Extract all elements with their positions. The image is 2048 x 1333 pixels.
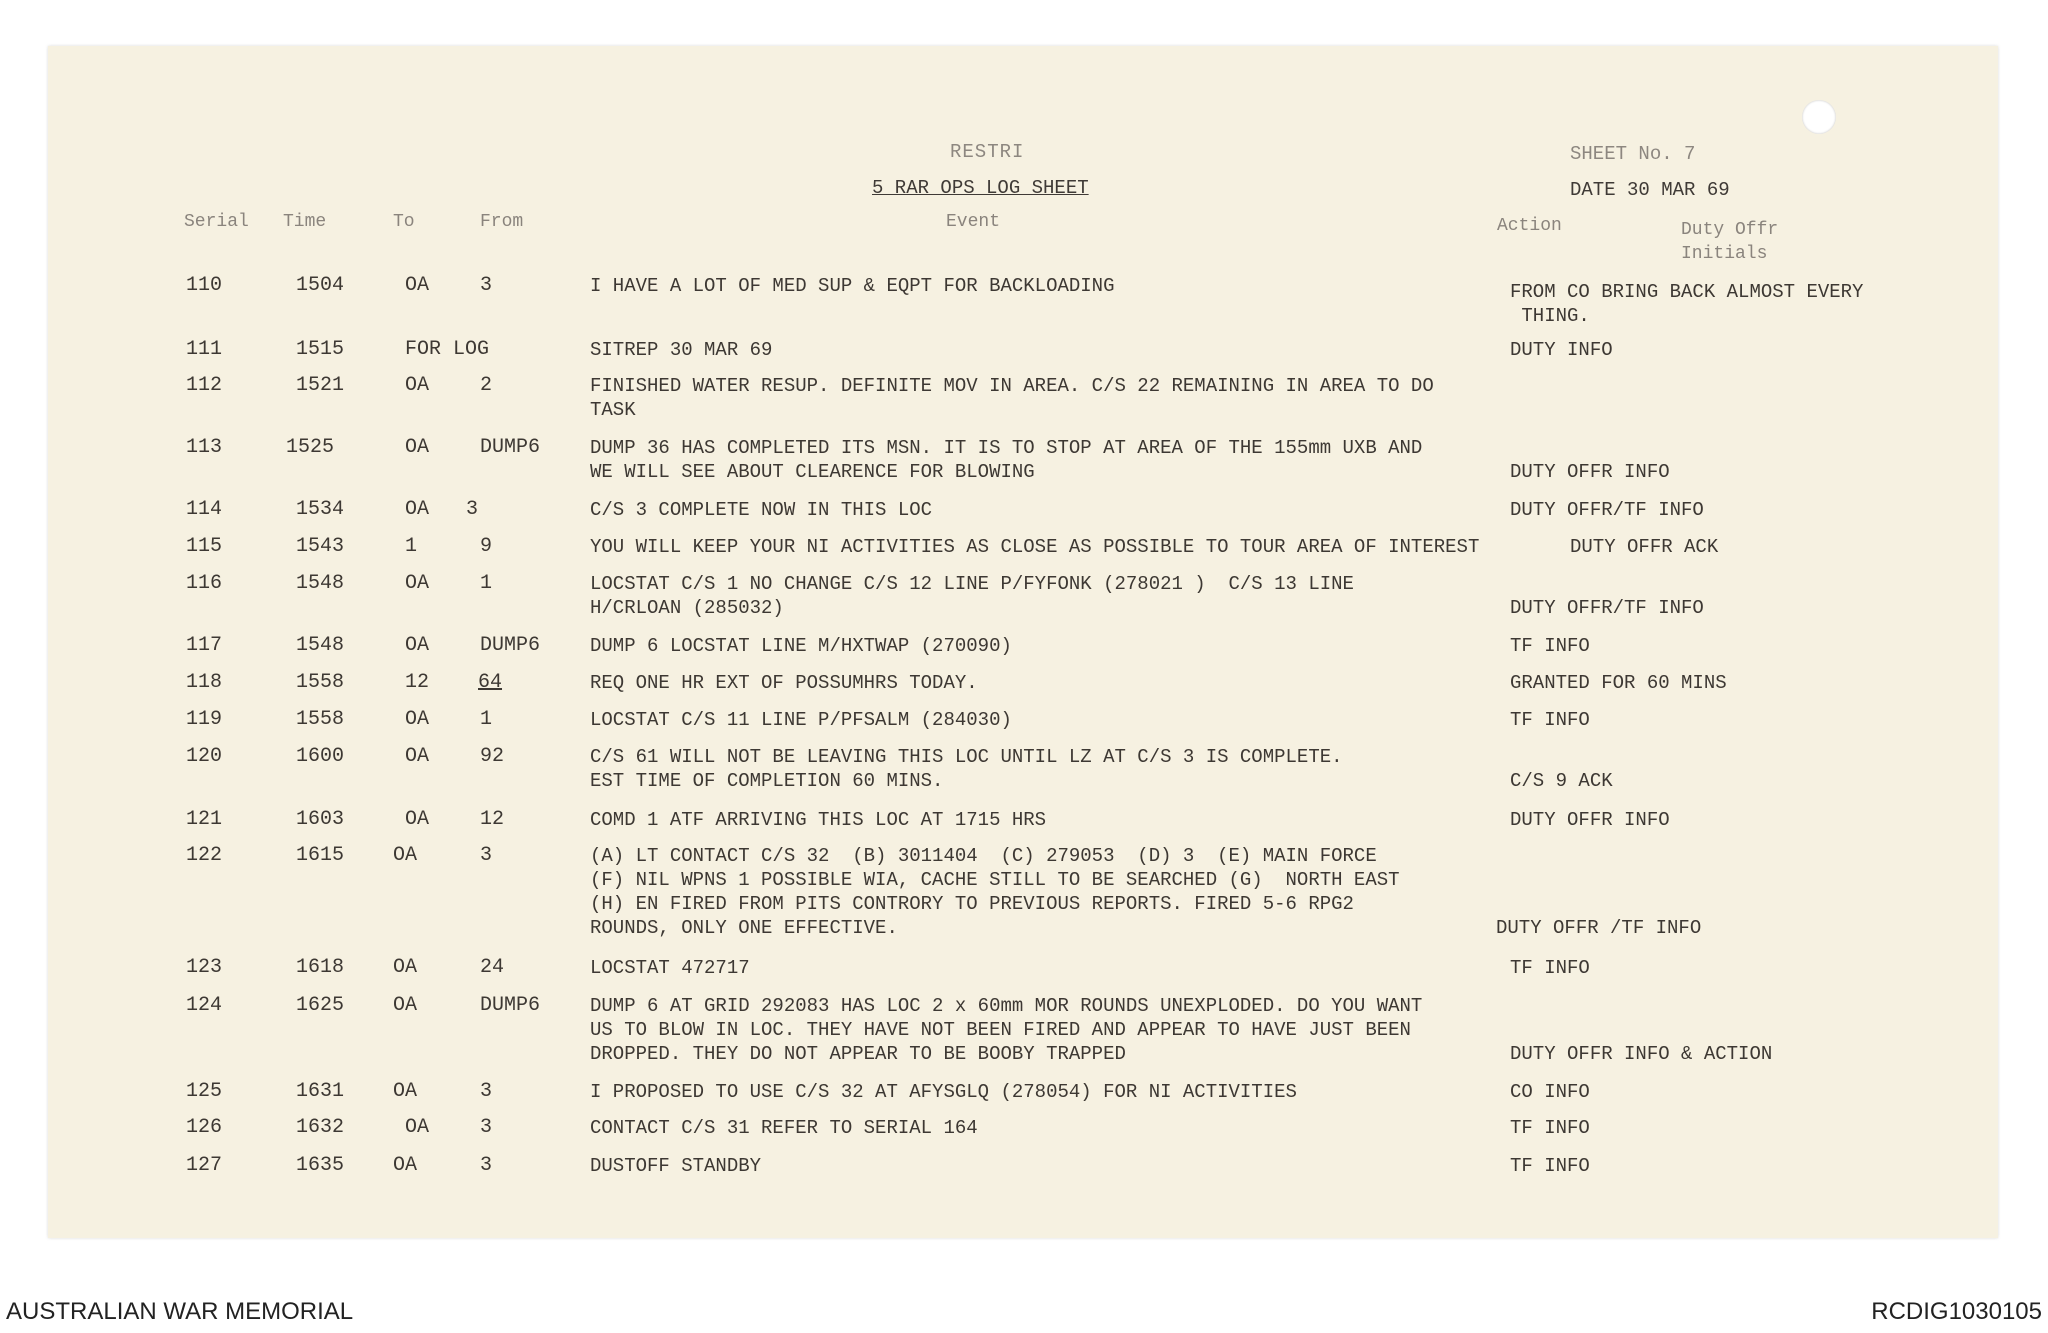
cell-serial: 122: [186, 844, 223, 867]
cell-action: DUTY INFO: [1510, 339, 1613, 361]
cell-serial: 126: [186, 1116, 223, 1139]
cell-time: 1558: [296, 671, 345, 694]
cell-from: 3: [466, 498, 479, 521]
cell-to: OA: [405, 745, 430, 768]
cell-serial: 113: [186, 436, 223, 459]
sheet-number: SHEET No. 7: [1570, 143, 1696, 165]
cell-event: C/S 3 COMPLETE NOW IN THIS LOC: [590, 499, 933, 521]
cell-from: 64: [478, 671, 503, 694]
cell-time: 1615: [296, 844, 345, 867]
cell-action: TF INFO: [1510, 635, 1590, 657]
col-header-event: Event: [946, 212, 1001, 232]
cell-serial: 118: [186, 671, 223, 694]
cell-to: OA: [405, 498, 430, 521]
cell-action: CO INFO: [1510, 1081, 1590, 1103]
cell-event: C/S 61 WILL NOT BE LEAVING THIS LOC UNTIL LZ AT C/S 3 IS COMPLETE. EST TIME OF COMPLETION 60 MINS.: [590, 746, 1343, 792]
cell-time: 1631: [296, 1080, 345, 1103]
cell-serial: 111: [186, 338, 223, 361]
cell-event: I HAVE A LOT OF MED SUP & EQPT FOR BACKLOADING: [590, 275, 1115, 297]
cell-action: DUTY OFFR ACK: [1570, 536, 1719, 558]
cell-time: 1625: [296, 994, 345, 1017]
cell-time: 1600: [296, 745, 345, 768]
cell-action: DUTY OFFR/TF INFO: [1510, 499, 1704, 521]
cell-event: DUMP 6 AT GRID 292083 HAS LOC 2 x 60mm MOR ROUNDS UNEXPLODED. DO YOU WANT US TO BLOW IN LOC. THEY HAVE NOT BEEN FIRED AND APPEAR TO HAVE JUST BEEN DROPPED. THEY DO NOT APPEAR TO BE BOOBY TRAPPED: [590, 995, 1423, 1065]
cell-action: C/S 9 ACK: [1510, 770, 1613, 792]
cell-event: FINISHED WATER RESUP. DEFINITE MOV IN AREA. C/S 22 REMAINING IN AREA TO DO TASK: [590, 375, 1434, 421]
cell-from: DUMP6: [480, 634, 541, 657]
cell-time: 1635: [296, 1154, 345, 1177]
cell-time: 1543: [296, 535, 345, 558]
cell-event: I PROPOSED TO USE C/S 32 AT AFYSGLQ (278054) FOR NI ACTIVITIES: [590, 1081, 1297, 1103]
cell-event: DUMP 36 HAS COMPLETED ITS MSN. IT IS TO STOP AT AREA OF THE 155mm UXB AND WE WILL SEE ABOUT CLEARENCE FOR BLOWING: [590, 437, 1423, 483]
punch-hole: [1802, 100, 1836, 134]
cell-time: 1534: [296, 498, 345, 521]
cell-to: OA: [393, 956, 418, 979]
cell-from: 2: [480, 374, 493, 397]
cell-to: 12: [405, 671, 430, 694]
cell-time: 1525: [286, 436, 335, 459]
cell-event: CONTACT C/S 31 REFER TO SERIAL 164: [590, 1117, 978, 1139]
cell-time: 1603: [296, 808, 345, 831]
cell-action: DUTY OFFR/TF INFO: [1510, 597, 1704, 619]
sheet-date: DATE 30 MAR 69: [1570, 179, 1730, 201]
cell-from: DUMP6: [480, 436, 541, 459]
cell-action: GRANTED FOR 60 MINS: [1510, 672, 1727, 694]
cell-from: 3: [480, 1154, 493, 1177]
col-header-serial: Serial: [184, 212, 249, 232]
cell-time: 1504: [296, 274, 345, 297]
cell-time: 1515: [296, 338, 345, 361]
cell-from: 3: [480, 844, 493, 867]
col-header-time: Time: [283, 212, 327, 232]
cell-time: 1632: [296, 1116, 345, 1139]
footer-institution: AUSTRALIAN WAR MEMORIAL: [6, 1298, 354, 1325]
cell-to: FOR LOG: [405, 338, 490, 361]
cell-action: FROM CO BRING BACK ALMOST EVERY THING.: [1510, 281, 1864, 327]
cell-from: 1: [480, 708, 493, 731]
col-header-from: From: [480, 212, 524, 232]
cell-serial: 127: [186, 1154, 223, 1177]
cell-time: 1618: [296, 956, 345, 979]
cell-from: 12: [480, 808, 505, 831]
cell-serial: 121: [186, 808, 223, 831]
cell-serial: 120: [186, 745, 223, 768]
cell-serial: 110: [186, 274, 223, 297]
cell-action: DUTY OFFR INFO & ACTION: [1510, 1043, 1773, 1065]
cell-event: LOCSTAT C/S 11 LINE P/PFSALM (284030): [590, 709, 1012, 731]
cell-serial: 112: [186, 374, 223, 397]
col-header-duty-initials: Duty Offr Initials: [1681, 220, 1779, 264]
cell-serial: 125: [186, 1080, 223, 1103]
cell-from: 24: [480, 956, 505, 979]
cell-from: DUMP6: [480, 994, 541, 1017]
footer-reference-id: RCDIG1030105: [1871, 1298, 2042, 1325]
cell-to: OA: [405, 374, 430, 397]
cell-to: OA: [405, 274, 430, 297]
cell-to: OA: [393, 1080, 418, 1103]
cell-event: LOCSTAT 472717: [590, 957, 750, 979]
cell-to: OA: [405, 808, 430, 831]
cell-event: DUSTOFF STANDBY: [590, 1155, 762, 1177]
cell-to: OA: [405, 436, 430, 459]
cell-to: OA: [405, 572, 430, 595]
cell-event: (A) LT CONTACT C/S 32 (B) 3011404 (C) 279053 (D) 3 (E) MAIN FORCE (F) NIL WPNS 1 POSSIBLE WIA, CACHE STILL TO BE SEARCHED (G) NORTH EAST (H) EN FIRED FROM PITS CONTRORY TO PREVIOUS REPORTS. FIRED 5-6 RPG2 ROUNDS, ONLY ONE EFFECTIVE.: [590, 845, 1400, 939]
cell-serial: 114: [186, 498, 223, 521]
cell-event: SITREP 30 MAR 69: [590, 339, 773, 361]
cell-event: REQ ONE HR EXT OF POSSUMHRS TODAY.: [590, 672, 978, 694]
cell-event: DUMP 6 LOCSTAT LINE M/HXTWAP (270090): [590, 635, 1012, 657]
cell-from: 92: [480, 745, 505, 768]
classification-stamp: RESTRI: [950, 141, 1025, 163]
cell-serial: 116: [186, 572, 223, 595]
cell-to: OA: [393, 844, 418, 867]
cell-from: 3: [480, 274, 493, 297]
cell-from: 3: [480, 1116, 493, 1139]
cell-to: 1: [405, 535, 418, 558]
cell-action: DUTY OFFR /TF INFO: [1496, 917, 1702, 939]
cell-serial: 123: [186, 956, 223, 979]
cell-event: LOCSTAT C/S 1 NO CHANGE C/S 12 LINE P/FYFONK (278021 ) C/S 13 LINE H/CRLOAN (285032): [590, 573, 1354, 619]
col-header-action: Action: [1497, 216, 1562, 236]
cell-to: OA: [405, 1116, 430, 1139]
cell-event: YOU WILL KEEP YOUR NI ACTIVITIES AS CLOSE AS POSSIBLE TO TOUR AREA OF INTEREST: [590, 536, 1480, 558]
col-header-to: To: [393, 212, 415, 232]
cell-action: DUTY OFFR INFO: [1510, 809, 1670, 831]
cell-action: TF INFO: [1510, 957, 1590, 979]
cell-event: COMD 1 ATF ARRIVING THIS LOC AT 1715 HRS: [590, 809, 1047, 831]
cell-to: OA: [393, 994, 418, 1017]
cell-to: OA: [393, 1154, 418, 1177]
cell-action: DUTY OFFR INFO: [1510, 461, 1670, 483]
cell-serial: 115: [186, 535, 223, 558]
cell-from: 3: [480, 1080, 493, 1103]
cell-time: 1548: [296, 572, 345, 595]
cell-from: 9: [480, 535, 493, 558]
cell-action: TF INFO: [1510, 1155, 1590, 1177]
cell-action: TF INFO: [1510, 1117, 1590, 1139]
cell-time: 1521: [296, 374, 345, 397]
cell-to: OA: [405, 634, 430, 657]
cell-serial: 124: [186, 994, 223, 1017]
cell-serial: 119: [186, 708, 223, 731]
page-title: 5 RAR OPS LOG SHEET: [872, 177, 1089, 199]
cell-action: TF INFO: [1510, 709, 1590, 731]
cell-from: 1: [480, 572, 493, 595]
cell-time: 1548: [296, 634, 345, 657]
cell-time: 1558: [296, 708, 345, 731]
cell-to: OA: [405, 708, 430, 731]
cell-serial: 117: [186, 634, 223, 657]
